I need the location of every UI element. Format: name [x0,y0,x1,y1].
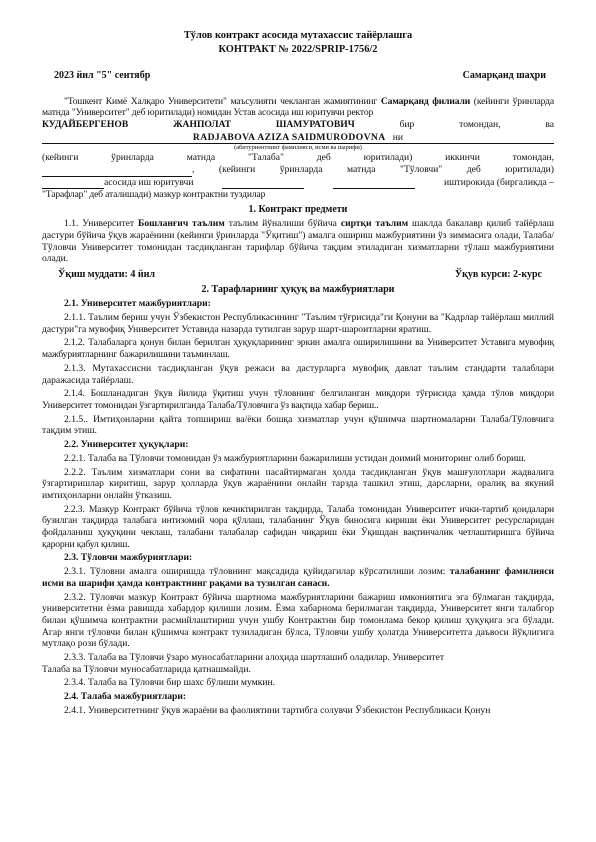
p233-line-1: 2.3.3. Талаба ва Тўловчи ўзаро муносабатларини алоҳида шартлашиб оладилар. Университет [64,652,445,664]
paragraph-2-2-1: 2.2.1. Талаба ва Тўловчи томонидан ўз мажбуриятларини бажарилиши устидан доимий мониторинг олиб бориш. [64,452,526,464]
p11-mid: таълим йўналиши бўйича [224,218,341,230]
line-a-word: томондан, [512,152,554,164]
line-a-word: деб [316,152,331,164]
education-form: сиртқи таълим [340,218,409,230]
preamble-line-c [42,177,554,190]
student-name-line [42,131,554,145]
section-2-2-title: 2.2. Университет ҳуқуқлари: [64,439,189,451]
line-a-word: иккинчи [445,152,480,164]
section-2-title: 2. Тарафларнинг ҳуқуқ ва мажбуриятлари [201,284,395,296]
section-2-3-title: 2.3. Тўловчи мажбуриятлари: [64,552,193,564]
representative-blank [222,177,304,190]
p231-required-fields: талабанинг фамилияси исми ва шарифи ҳамда контрактнинг рақами ва тузилган санаси. [42,566,554,589]
line-a-word: матнда [186,152,216,164]
line-b-comma: , [192,163,195,175]
rector-patronymic: ШАМУРАТОВИЧ [275,118,355,130]
preamble-text-start: "Тошкент Кимё Халқаро Университети" маъсулияти чекланган жамиятининг [64,95,381,107]
contract-number: КОНТРАКТ № 2022/SPRIP-1756/2 [218,43,378,55]
line-a-word: ўринларда [111,152,154,164]
paragraph-2-1-1: 2.1.1. Таълим бериш учун Ўзбекистон Республикасининг "Таълим тўғрисида"ги Қонуни ва "Кадрлар тайёрлаш миллий дастури"га мувофиқ Университет Уставида назарда тутилган зарур шарт-шароитларни яратиш. [42,312,554,335]
study-duration: Ўқиш муддати: 4 йил [58,269,155,280]
preamble-paragraph [42,96,554,119]
paragraph-2-3-3 [42,652,554,664]
rector-word-and: ва [545,118,554,130]
study-course: Ўқув курси: 2-курс [454,269,542,280]
p231-text: 2.3.1. Тўловни амалга оширишда тўловнинг мақсадида қуйидагилар кўрсатилиши лозим: [64,566,450,578]
date-city-row [42,70,554,82]
contract-date: 2023 йил "5" сентябр [54,70,151,82]
preamble-line-a [42,152,554,164]
line-c-end: иштирокида (биргаликда – [443,176,554,188]
preamble-line-b [42,164,554,177]
branch-name: Самарқанд филиали [380,95,471,107]
paragraph-2-1-2: 2.1.2. Талабаларга қонун билан берилган ҳуқуқларининг эркин амалга оширилишини ва Университет Уставига мувофиқ мажбуриятларнинг бажарилишини таъминлаш. [42,337,554,361]
preamble-line-d: "Тарафлар" деб аталишади) мазкур контрактни туздилар [42,189,266,201]
rector-surname: КУДАЙБЕРГЕНОВ [42,118,129,130]
section-2-4-title: 2.4. Талаба мажбуриятлари: [64,691,187,703]
line-b-word: деб [466,163,481,175]
rector-name: ЖАНПОЛАТ [173,118,232,130]
student-name: RADJABOVA AZIZA SAIDMURODOVNA [192,131,386,143]
paragraph-1-1 [42,218,554,265]
paragraph-2-1-4: 2.1.4. Бошланадиган ўқув йилида ўқитиш учун тўловнинг белгиланган миқдори тўғрисида ҳамда тўлов миқдори Университет томонидан ўзгартирилганда Талаба/Тўловчига ўз вақтида хабар бериш.. [42,388,554,411]
section-1-title: 1. Контракт предмети [248,204,348,215]
p11-prefix: 1.1. Университет [64,218,138,230]
line-b-word: (кейинги [218,163,256,175]
student-name-caption: (абитуриентнинг фамилияси, исми ва шарифи) [234,144,362,152]
paragraph-2-3-2: 2.3.2. Тўловчи мазкур Контракт бўйича шартнома мажбуриятларини бажариш имкониятига эга бўлмаган тақдирда, университетни ёзма равишда хабардор қилиши лозим. Ёзма хабарнома берилмаган тақдирда, Университет янги талабгор билан қўшимча контрактни расмийлаштириш учун ушбу Контрактни бир томонлама бекор қилиш ҳуқуқига эга бўлади. Агар янги тўловчи билан қўшимча контракт тузиладиган бўлса, Тўловчи ушбу ҳолатда Университетга даъвоси йўқлигига мутлақо рози бўлади. [42,591,554,650]
paragraph-2-1-5: 2.1.5.. Имтиҳонларни қайта топшириш ва/ёки бошқа хизматлар учун қўшимча шартномаларни Талаба/Тўловчига тақдим этиш. [42,413,554,437]
paragraph-2-2-3: 2.2.3. Мазкур Контракт бўйича тўлов кечиктирилган тақдирда, Талаба томонидан Университет ички-тартиб қоидалари бузилган тақдирда талабага интизомий чора қўллаш, талабанинг Ўқув биносига кириши ёки Университет ресурсларидан фойдаланиш ҳуқуқини чеклаш, талабани талабалар сафидан чиқариш ёки Ўқишдан вақтинчалик четлаштиришга бўйича қарорни қабул қилиш. [42,503,554,550]
basis-blank [42,177,104,190]
rector-word-side: томондан, [459,118,501,130]
line-b-word: ўринларда [279,163,323,175]
representative-name-blank [333,177,415,190]
p11-end: шаклда бакалавр қилиб тайёрлаш дастури бўйича ўқув жараёнини (кейинги ўринларда "Ўқитиш") амалга ошириш мажбуриятини ўз зиммасига олади, Талаба/Тўловчи Университет томонидан тасдиқланган тарифлар бўйича тақдим этиладиган хизматларни тўлаш мажбуриятини олади. [42,218,555,265]
paragraph-2-3-3-continuation: Талаба ва Тўловчи муносабатларида қатнашмайди. [42,663,251,675]
paragraph-2-3-4: 2.3.4. Талаба ва Тўловчи бир шахс бўлиши мумкин. [64,677,276,689]
line-b-word: юритилади) [505,163,554,175]
line-c-text: асосида иш юритувчи [104,176,194,188]
rector-line [42,119,554,131]
study-info-row [42,269,554,281]
rector-word-bir: бир [399,118,415,130]
line-b-word: "Тўловчи" [400,163,443,175]
line-b-word: матнда [347,163,376,175]
section-2-1-title: 2.1. Университет мажбуриятлари: [64,298,211,310]
line-a-word: юритилади) [363,152,413,164]
paragraph-2-3-1 [42,566,554,589]
student-suffix: ни [392,131,404,143]
preamble-text-end: (кейинги ўринларда матнда "Университет" деб юритилади) номидан Устав асосида иш юритувчи ректор [42,95,555,119]
paragraph-2-1-3: 2.1.3. Мутахассисни тасдиқланган ўқув режаси ва дастурларга мувофиқ давлат таълим стандарти талаблари даражасида тайёрлаш. [42,362,554,386]
contract-city: Самарқанд шаҳри [462,70,546,82]
paragraph-2-2-2: 2.2.2. Таълим хизматлари сони ва сифатини пасайтирмаган ҳолда тасдиқланган ўқув машғулотлари жадвалига ўзгартиришлар киритиш, зарур ҳолларда ўқув жараёнини онлайн тарзда ташкил этиш, дарсларни, оралиқ ва якуний имтиҳонларни онлайн ўтказиш. [42,466,554,501]
line-a-word: (кейинги [42,152,79,164]
payer-name-blank [42,163,195,177]
paragraph-2-4-1: 2.4.1. Университетнинг ўқув жараёни ва фаолиятини тартибга солувчи Ўзбекистон Республикаси Қонун [64,704,491,716]
line-a-word: "Талаба" [248,152,284,164]
education-direction: Бошланғич таълим [137,218,225,230]
document-title: Тўлов контракт асосида мутахассис тайёрлашга [183,30,413,41]
